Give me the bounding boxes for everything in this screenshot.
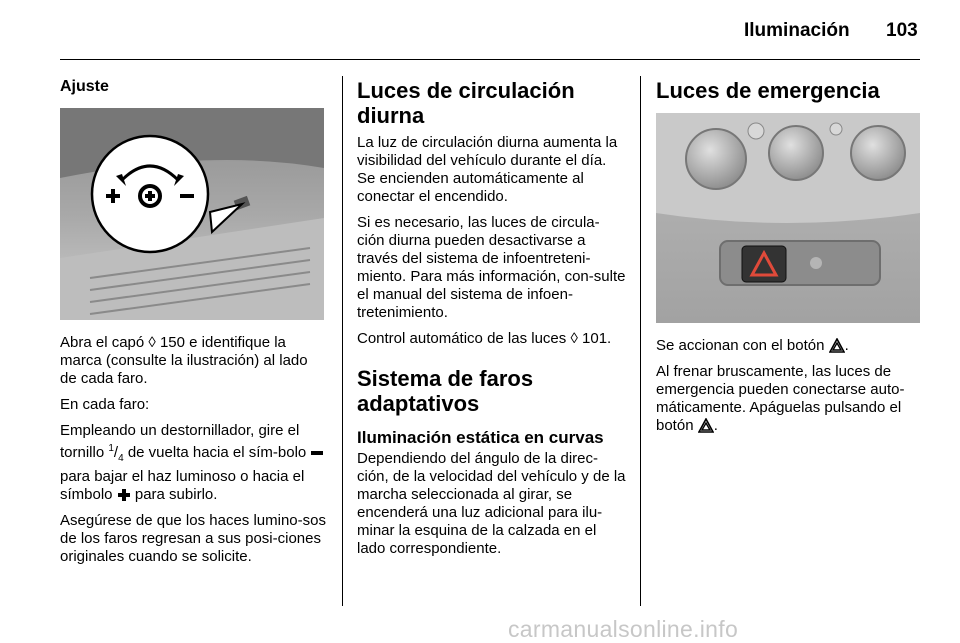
minus-symbol-icon <box>310 446 324 460</box>
subheading-static-cornering-light: Iluminación estática en curvas <box>357 428 604 447</box>
hazard-warning-icon <box>829 338 845 353</box>
section-heading-ajuste: Ajuste <box>60 78 109 95</box>
page-number: 103 <box>886 20 918 41</box>
section-heading-hazard-lights: Luces de emergencia <box>656 78 880 103</box>
column-divider-1 <box>342 76 343 606</box>
screwdriver-text-c: para bajar el haz luminoso o hacia el símbolo <box>60 468 305 503</box>
column-daytime-lights <box>357 78 627 566</box>
paragraph-hazard-auto <box>656 363 922 435</box>
plus-symbol-icon <box>117 488 131 502</box>
hazard-switch-figure <box>656 113 920 323</box>
section-heading-daytime-running-lights: Luces de circulación diurna <box>357 78 575 128</box>
column-adjustment <box>60 74 326 574</box>
paragraph-daytime-description: La luz de circulación diurna aumenta la visibilidad del vehículo durante el día. Se encienden automáticamente al conectar el encendido. <box>357 134 618 205</box>
page-section-title: Iluminación <box>744 20 850 41</box>
paragraph-hazard-button <box>656 337 922 355</box>
screwdriver-text-d: para subirlo. <box>130 486 218 503</box>
paragraph-daytime-deactivate: Si es necesario, las luces de circula-ción diurna pueden desactivarse a través del sistema de infoentreteni-miento. Para más información, con-sulte el manual del sistema de infoen-tretenimiento. <box>357 214 626 321</box>
paragraph-automatic-light-control: Control automático de las luces ◊ 101. <box>357 330 612 347</box>
hazard-button-text-a: Se accionan con el botón <box>656 337 829 354</box>
paragraph-ensure-position: Asegúrese de que los haces lumino-sos de los faros regresan a sus posi-ciones originales cuando se solicite. <box>60 512 326 565</box>
hazard-auto-text-a: Al frenar bruscamente, las luces de emergencia pueden conectarse auto-máticamente. Apáguelas pulsando el botón <box>656 363 905 434</box>
hazard-warning-icon <box>698 418 714 433</box>
header-divider <box>60 59 920 60</box>
paragraph-cornering-light: Dependiendo del ángulo de la direc-ción, de la velocidad del vehículo y de la marcha seleccionada al girar, se encenderá una luz adicional para ilu-minar la esquina de la calzada en el lado correspondiente. <box>357 450 626 557</box>
column-hazard-lights <box>656 78 922 443</box>
hazard-auto-text-b: . <box>713 417 718 434</box>
screwdriver-text-a: Empleando un destornillador, gire el tornillo <box>60 422 300 461</box>
watermark: carmanualsonline.info <box>508 616 739 642</box>
hazard-button-text-b: . <box>844 337 849 354</box>
screwdriver-text-b: de vuelta hacia el sím-bolo <box>123 444 311 461</box>
paragraph-open-hood: Abra el capó ◊ 150 e identifique la marca (consulte la ilustración) al lado de cada faro. <box>60 334 308 387</box>
fraction-numerator: 1 <box>108 443 114 454</box>
paragraph-screwdriver: Empleando un destornillador, gire el tornillo $^1/_4$ de vuelta hacia el sím-bolo para bajar el haz luminoso o hacia el símbolo para subirlo. <box>60 422 326 504</box>
headlamp-adjustment-figure <box>60 108 324 320</box>
fraction-denominator: 4 <box>118 453 124 464</box>
column-divider-2 <box>640 76 641 606</box>
section-heading-adaptive-headlamps: Sistema de faros adaptativos <box>357 366 534 416</box>
paragraph-each-headlamp: En cada faro: <box>60 396 150 413</box>
